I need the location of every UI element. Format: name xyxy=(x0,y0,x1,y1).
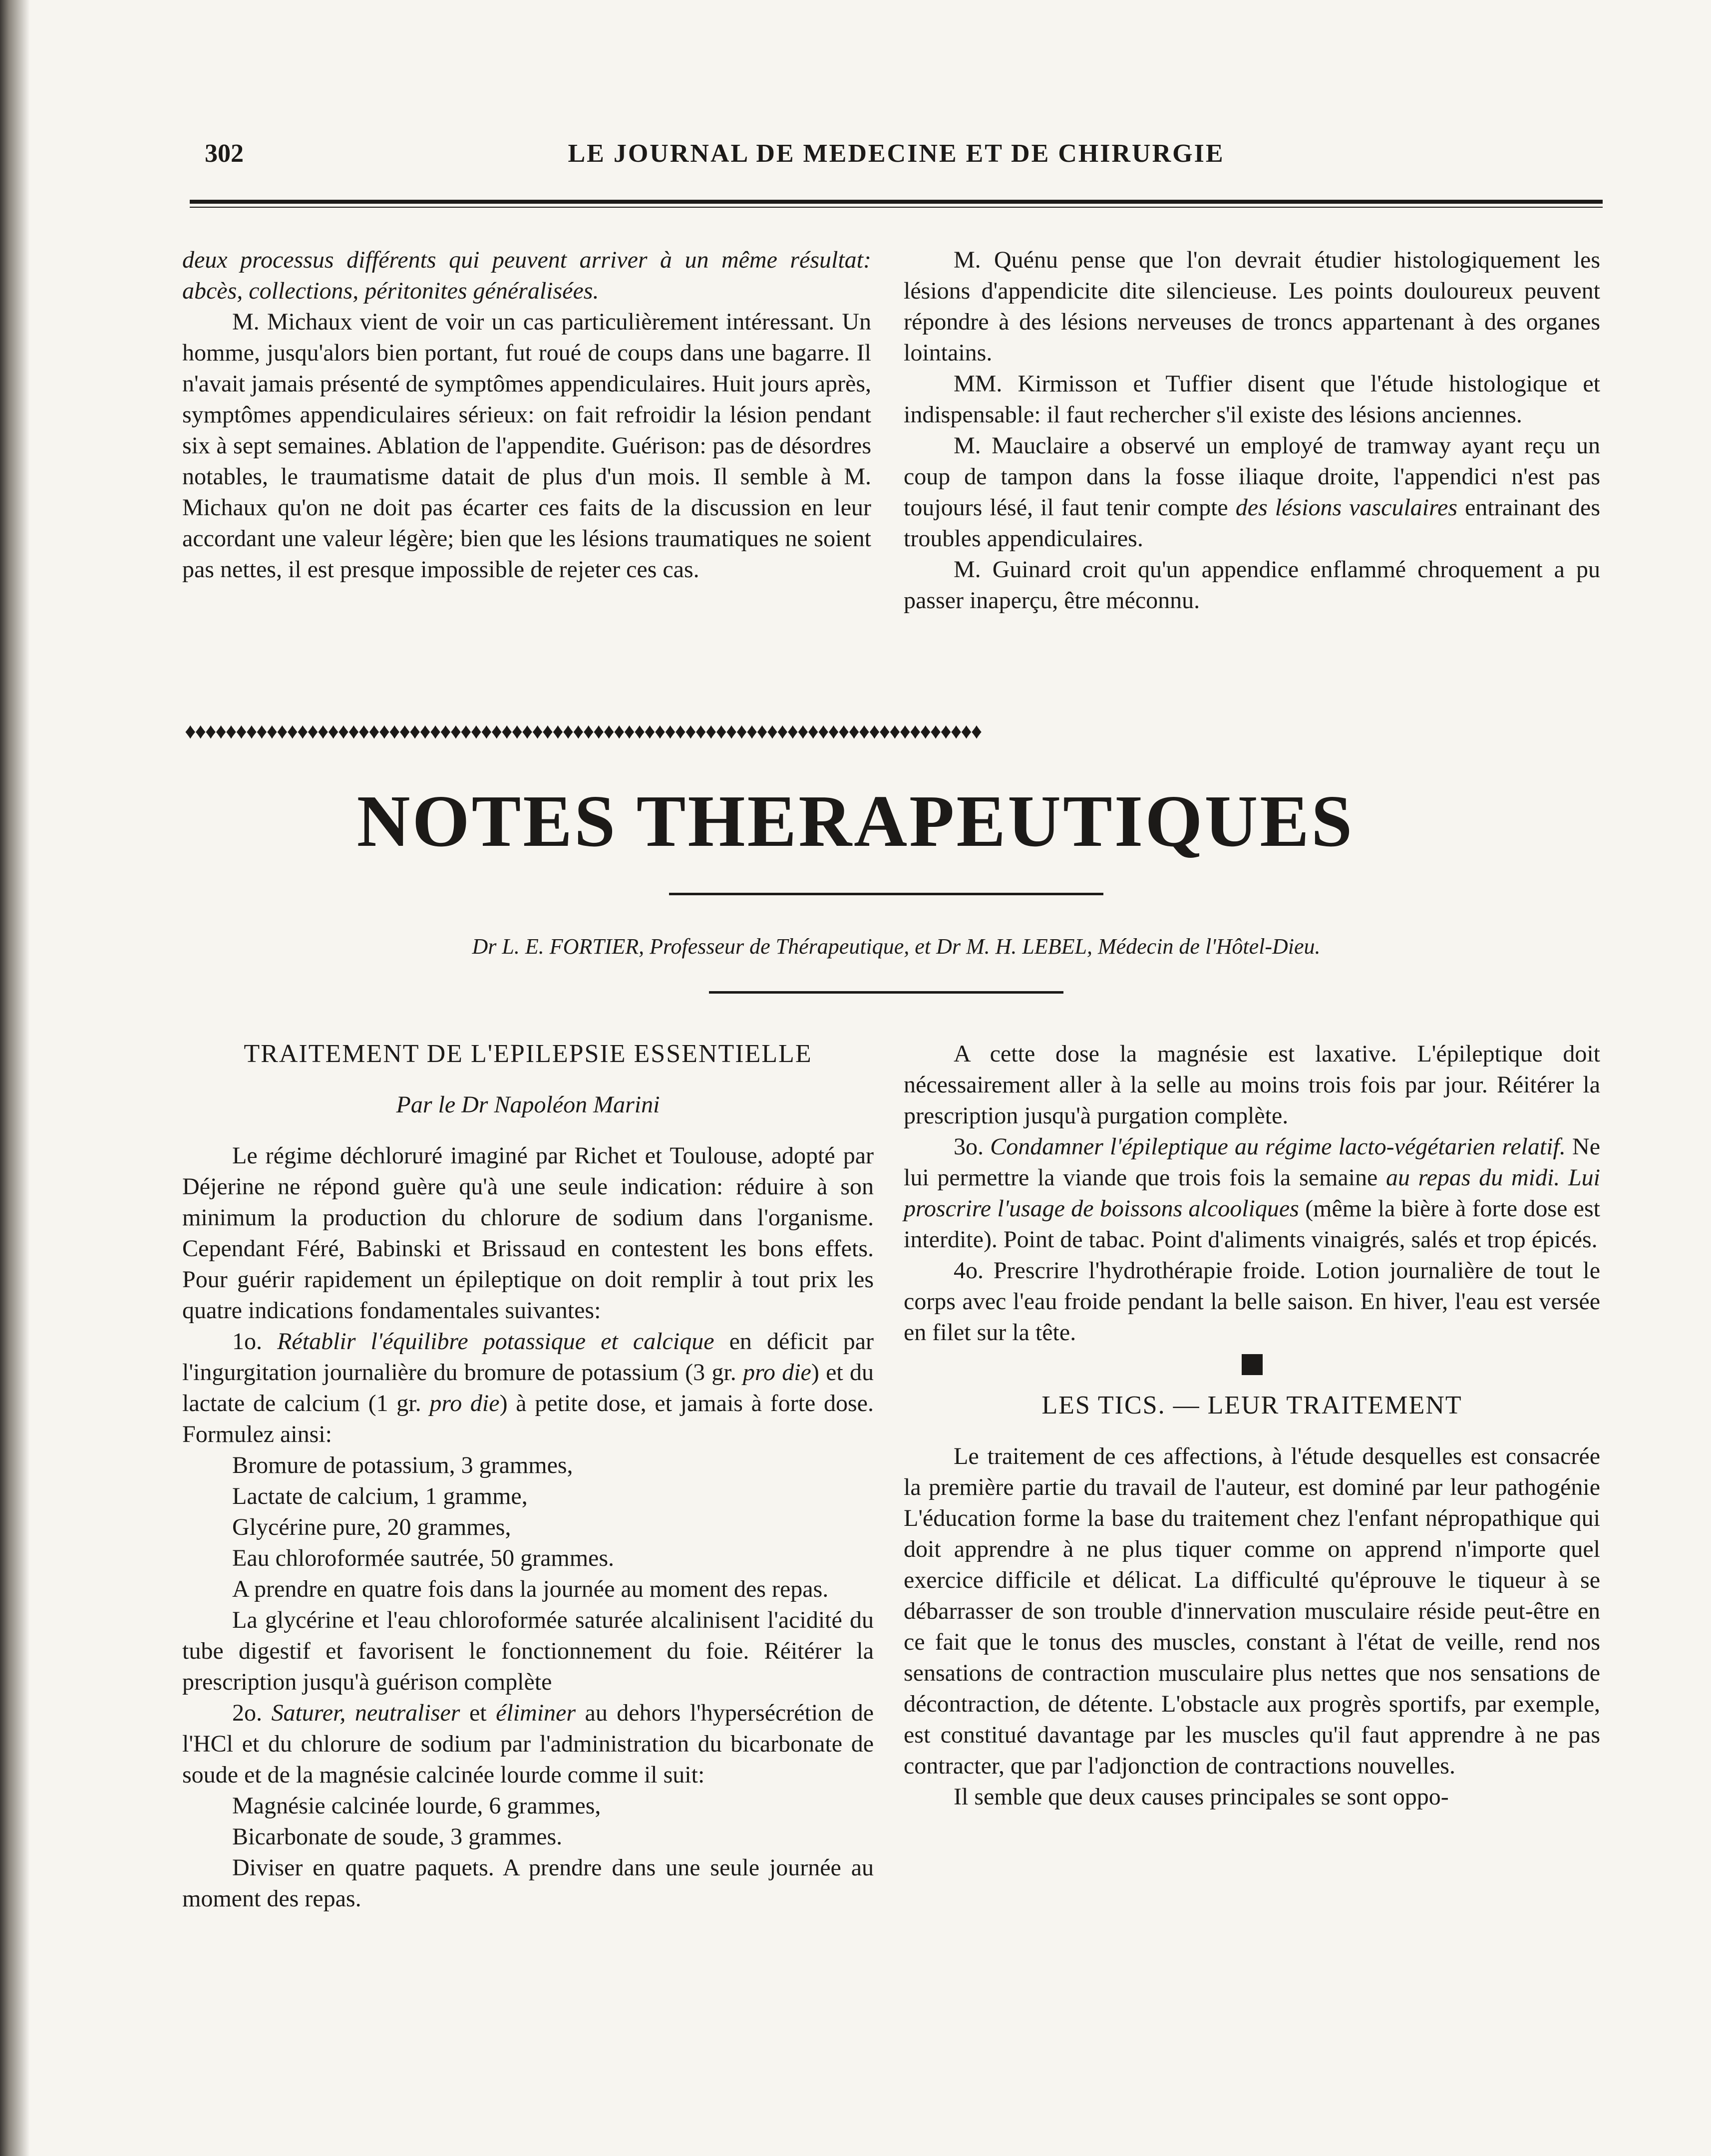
epilepsie-byline: Par le Dr Napoléon Marini xyxy=(396,1091,660,1118)
running-title: LE JOURNAL DE MEDECINE ET DE CHIRURGIE xyxy=(568,139,1225,168)
top-right-column xyxy=(904,245,1600,616)
kirmisson-paragraph: MM. Kirmisson et Tuffier disent que l'étude histologique et indispensable: il faut rechercher s'il existe des lésions anciennes. xyxy=(904,370,1600,428)
title-rule xyxy=(669,893,1103,895)
ornamental-divider: ♦♦♦♦♦♦♦♦♦♦♦♦♦♦♦♦♦♦♦♦♦♦♦♦♦♦♦♦♦♦♦♦♦♦♦♦♦♦♦♦♦♦♦♦♦♦♦♦♦♦♦♦♦♦♦♦♦♦♦♦♦♦♦♦♦♦♦♦♦♦♦♦♦♦♦♦♦♦ xyxy=(185,719,982,743)
michaux-paragraph: M. Michaux vient de voir un cas particulièrement intéressant. Un homme, jusqu'alors bien portant, fut roué de coups dans une bagarre. Il n'avait jamais présenté de symptômes appendiculaires. Huit jours après, symptômes appendiculaires sérieux: on fait refroidir la lésion pendant six à sept semaines. Ablation de l'appendite. Guérison: pas de désordres notables, le traumatisme datait de plus d'un mois. Il semble à M. Michaux qu'on ne doit pas écarter ces faits de la discussion en leur accordant une valeur légère; bien que les lésions traumatiques ne soient pas nettes, il est presque impossible de rejeter ces cas. xyxy=(182,309,871,583)
indication-4: 4o. Prescrire l'hydrothérapie froide. Lotion journalière de tout le corps avec l'eau froide pendant la belle saison. En hiver, l'eau est versée en filet sur la tête. xyxy=(904,1257,1600,1346)
square-ornament-icon xyxy=(1242,1354,1263,1375)
continued-paragraph: deux processus différents qui peuvent arriver à un même résultat: abcès, collections, péritonites généralisées. xyxy=(182,247,871,304)
tics-paragraph: Le traitement de ces affections, à l'étude desquelles est consacrée la première partie du travail de l'auteur, est dominé par leur pathogénie L'éducation forme la base du traitement chez l'enfant népropathique qui doit apprendre à ne plus tiquer comme on apprend n'importe quel exercice difficile et délicat. La difficulté qu'éprouve le tiqueur à se débarrasser de son trouble d'innervation musculaire réside peut-être en ce fait que le tonus des muscles, constant à l'état de veille, rend nos sensations de contraction musculaire plus nettes que nos sensations de décontraction, de détente. L'obstacle aux progrès sportifs, par exemple, est constitué davantage par les muscles qu'il faut apprendre à ne pas contracter, que par l'adjonction de contractions nouvelles. xyxy=(904,1443,1600,1779)
epilepsie-intro: Le régime déchloruré imaginé par Richet et Toulouse, adopté par Déjerine ne répond guère qu'à une seule indication: réduire à son minimum la production du chlorure de sodium dans l'organisme. Cependant Féré, Babinski et Brissaud en contestent les bons effets. Pour guérir rapidement un épileptique on doit remplir à tout prix les quatre indications fondamentales suivantes: xyxy=(182,1142,874,1324)
indication-3: 3o. Condamner l'épileptique au régime lacto-végétarien relatif. Ne lui permettre la viande que trois fois la semaine au repas du midi. Lui proscrire l'usage de boissons alcooliques (même la bière à forte dose est interdite). Point de tabac. Point d'aliments vinaigrés, salés et trop épicés. xyxy=(904,1133,1601,1253)
epilepsie-title: TRAITEMENT DE L'EPILEPSIE ESSENTIELLE xyxy=(244,1040,812,1068)
formula-line: Eau chloroformée sautrée, 50 grammes. xyxy=(232,1545,615,1571)
authors-rule xyxy=(709,991,1063,994)
formula-line: Magnésie calcinée lourde, 6 grammes, xyxy=(232,1793,601,1819)
right-article xyxy=(904,1039,1600,1812)
dosage-note-2: Diviser en quatre paquets. A prendre dans une seule journée au moment des repas. xyxy=(182,1854,874,1912)
tics-paragraph-2: Il semble que deux causes principales se sont oppo- xyxy=(954,1784,1449,1810)
guinard-paragraph: M. Guinard croit qu'un appendice enflammé chroquement a pu passer inaperçu, être méconnu. xyxy=(904,556,1600,614)
page-number: 302 xyxy=(205,139,244,168)
quenu-paragraph: M. Quénu pense que l'on devrait étudier histologiquement les lésions d'appendicite dite silencieuse. Les points douloureux peuvent répondre à des lésions nerveuses de troncs appartenant à des organes lointains. xyxy=(904,247,1600,366)
section-authors: Dr L. E. FORTIER, Professeur de Thérapeutique, et Dr M. H. LEBEL, Médecin de l'Hôtel-Dieu. xyxy=(472,934,1321,959)
section-title: NOTES THERAPEUTIQUES xyxy=(356,780,1355,862)
formula-line: Lactate de calcium, 1 gramme, xyxy=(232,1483,528,1509)
formula-line: Bromure de potassium, 3 grammes, xyxy=(232,1452,573,1478)
top-left-column xyxy=(182,245,871,585)
glycerine-note: La glycérine et l'eau chloroformée saturée alcalinisent l'acidité du tube digestif et favorisent le fonctionnement du foie. Réitérer la prescription jusqu'à guérison complète xyxy=(182,1607,874,1695)
dosage-note: A prendre en quatre fois dans la journée au moment des repas. xyxy=(232,1576,829,1602)
tics-title: LES TICS. — LEUR TRAITEMENT xyxy=(1041,1391,1462,1420)
formula-line: Glycérine pure, 20 grammes, xyxy=(232,1514,511,1540)
magnesie-paragraph: A cette dose la magnésie est laxative. L'épileptique doit nécessairement aller à la selle au moins trois fois par jour. Réitérer la prescription jusqu'à purgation complète. xyxy=(904,1041,1600,1129)
header-rule-thin xyxy=(190,207,1603,208)
indication-1: 1o. Rétablir l'équilibre potassique et calcique en déficit par l'ingurgitation journalière du bromure de potassium (3 gr. pro die) et du lactate de calcium (1 gr. pro die) à petite dose, et jamais à forte dose. Formulez ainsi: xyxy=(182,1328,874,1447)
indication-2: 2o. Saturer, neutraliser et éliminer au dehors l'hypersécrétion de l'HCl et du chlorure de sodium par l'administration du bicarbonate de soude et de la magnésie calcinée lourde comme il suit: xyxy=(182,1700,874,1788)
header-rule xyxy=(190,200,1603,204)
left-article xyxy=(182,1039,874,1914)
scan-binding-edge xyxy=(0,0,30,2156)
mauclaire-paragraph: M. Mauclaire a observé un employé de tramway ayant reçu un coup de tampon dans la fosse iliaque droite, l'appendici n'est pas toujours lésé, il faut tenir compte des lésions vasculaires entrainant des troubles appendiculaires. xyxy=(904,432,1601,552)
page-header xyxy=(190,139,1603,179)
formula-line: Bicarbonate de soude, 3 grammes. xyxy=(232,1823,563,1850)
